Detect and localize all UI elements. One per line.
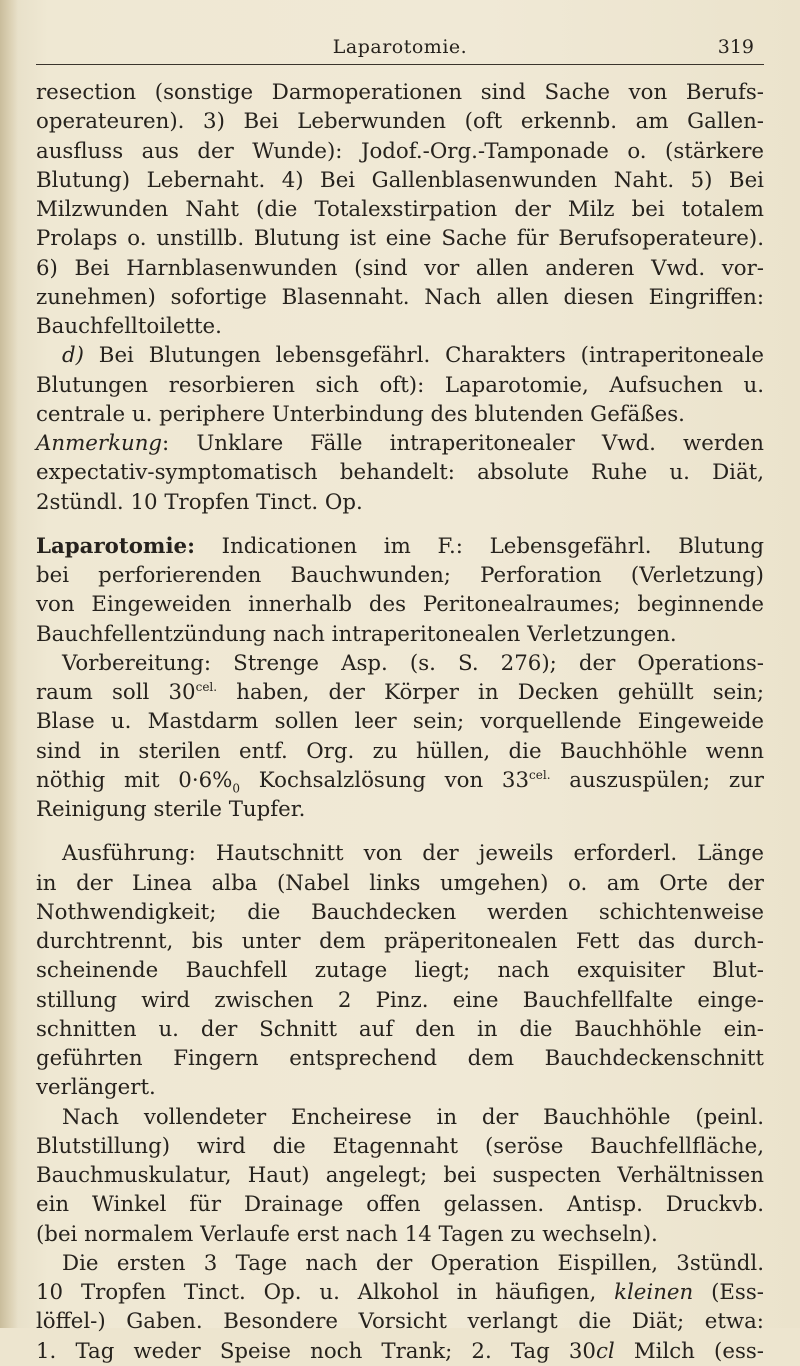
text-line: zunehmen) sofortige Blasennaht. Nach allen diesen Eingriffen: [36, 284, 764, 310]
page-number: 319 [717, 36, 754, 58]
text-line: scheinende Bauchfell zutage liegt; nach exquisiter Blut- [36, 958, 764, 984]
text-line: operateuren). 3) Bei Leberwunden (oft erkennb. am Gallen- [36, 109, 764, 135]
text-line: Die ersten 3 Tage nach der Operation Eispillen, 3stündl. [62, 1250, 764, 1276]
text-span: raum soll 30 [36, 680, 196, 705]
running-header [36, 36, 764, 65]
text-span: : Unklare Fälle intraperitonealer Vwd. werden [162, 431, 764, 456]
text-line: Bauchmuskulatur, Haut) angelegt; bei suspecten Verhältnissen [36, 1163, 764, 1188]
text-line: stillung wird zwischen 2 Pinz. eine Bauchfellfalte einge- [36, 987, 764, 1013]
text-span: Milch [614, 1338, 715, 1364]
text-line: schnitten u. der Schnitt auf den in die Bauchhöhle ein- [36, 1016, 764, 1042]
list-marker: d) [62, 343, 84, 369]
text-line [36, 1278, 764, 1307]
text-span: Bei Blutungen lebensgefährl. Charakters (intraperitoneale [83, 343, 764, 369]
remark-label: Anmerkung [36, 431, 163, 456]
text-line: verlängert. [36, 1075, 156, 1101]
text-line [36, 678, 764, 707]
text-line: in der Linea alba (Nabel links umgehen) o. am Orte der [36, 870, 764, 896]
text-line: bei perforierenden Bauchwunden; Perforation (Verletzung) [36, 563, 764, 588]
text-line: Nach vollendeter Encheirese in der Bauchhöhle (peinl. [62, 1104, 764, 1130]
text-line: expectativ-symptomatisch behandelt: absolute Ruhe u. Diät, [36, 460, 764, 486]
percent-sign: % [212, 767, 233, 793]
superscript: cel. [195, 679, 218, 694]
section-gap [36, 517, 764, 532]
text-line: durchtrennt, bis unter dem präperitonealen Fett das durch- [36, 929, 764, 954]
text-line: Vorbereitung: Strenge Asp. (s. S. 276); der Operations- [62, 650, 764, 676]
text-line: Blutung) Lebernaht. 4) Bei Gallenblasenwunden Naht. 5) Bei [36, 167, 764, 193]
text-body [36, 78, 764, 1366]
text-line [36, 341, 764, 370]
book-spine-shadow [0, 0, 18, 1328]
text-line: Blase u. Mastdarm sollen leer sein; vorquellende Eingeweide [36, 709, 764, 735]
text-span: 1. Tag weder Speise noch Trank; 2. Tag 30 [36, 1338, 596, 1364]
text-line [36, 532, 764, 561]
text-line: 6) Bei Harnblasenwunden (sind vor allen anderen Vwd. vor- [36, 255, 764, 281]
text-line: ein Winkel für Drainage offen gelassen. Antisp. Druckvb. [36, 1192, 764, 1218]
text-line: geführten Fingern entsprechend dem Bauchdeckenschnitt [36, 1046, 764, 1071]
text-span: 10 Tropfen Tinct. Op. u. Alkohol in häufigen, [36, 1280, 615, 1305]
superscript: cel. [529, 767, 551, 782]
section-gap [36, 824, 764, 839]
text-line: Blutstillung) wird die Etagennaht (seröse Bauchfellfläche, [36, 1133, 764, 1159]
text-line: Reinigung sterile Tupfer. [36, 797, 306, 822]
text-span: (Ess- [693, 1280, 764, 1305]
text-line: löffel-) Gaben. Besondere Vorsicht verlangt die Diät; etwa: [36, 1309, 764, 1335]
text-line: Bauchfelltoilette. [36, 314, 222, 339]
text-line [36, 766, 764, 795]
text-span: Indicationen im F.: Lebensgefährl. Blutung [194, 533, 764, 559]
text-line: ausfluss aus der Wunde): Jodof.-Org.-Tamponade o. (stärkere [36, 138, 764, 164]
text-span: (ess- [714, 1338, 764, 1364]
text-line: Prolaps o. unstillb. Blutung ist eine Sache für Berufsoperateure). [36, 226, 764, 252]
section-heading: Laparotomie: [36, 533, 195, 559]
text-span: auszuspülen; zur [550, 767, 764, 793]
text-line: Ausführung: Hautschnitt von der jeweils erforderl. Länge [62, 841, 764, 867]
text-line: centrale u. periphere Unterbindung des blutenden Gefäßes. [36, 401, 685, 427]
text-line: von Eingeweiden innerhalb des Peritonealraumes; beginnende [36, 592, 764, 618]
text-line [36, 1337, 764, 1366]
italic-unit: cl [595, 1338, 615, 1364]
text-span: haben, der Körper in Decken gehüllt sein; [217, 680, 764, 705]
subscript: 0 [232, 781, 241, 795]
italic-word: kleinen [614, 1280, 694, 1305]
text-line: (bei normalem Verlaufe erst nach 14 Tagen zu wechseln). [36, 1221, 658, 1247]
text-line: 2stündl. 10 Tropfen Tinct. Op. [36, 489, 363, 515]
text-span: Kochsalzlösung von 33 [240, 767, 530, 793]
text-line: Blutungen resorbieren sich oft): Laparotomie, Aufsuchen u. [36, 372, 764, 398]
text-line: Nothwendigkeit; die Bauchdecken werden schichtenweise [36, 899, 764, 925]
text-line [36, 429, 764, 458]
text-span: nöthig mit 0·6 [36, 767, 213, 793]
running-title: Laparotomie. [332, 36, 468, 58]
text-line: resection (sonstige Darmoperationen sind Sache von Berufs- [36, 80, 764, 105]
text-line: Bauchfellentzündung nach intraperitonealen Verletzungen. [36, 621, 677, 647]
text-line: sind in sterilen entf. Org. zu hüllen, die Bauchhöhle wenn [36, 738, 764, 764]
text-line: Milzwunden Naht (die Totalexstirpation der Milz bei totalem [36, 197, 764, 222]
